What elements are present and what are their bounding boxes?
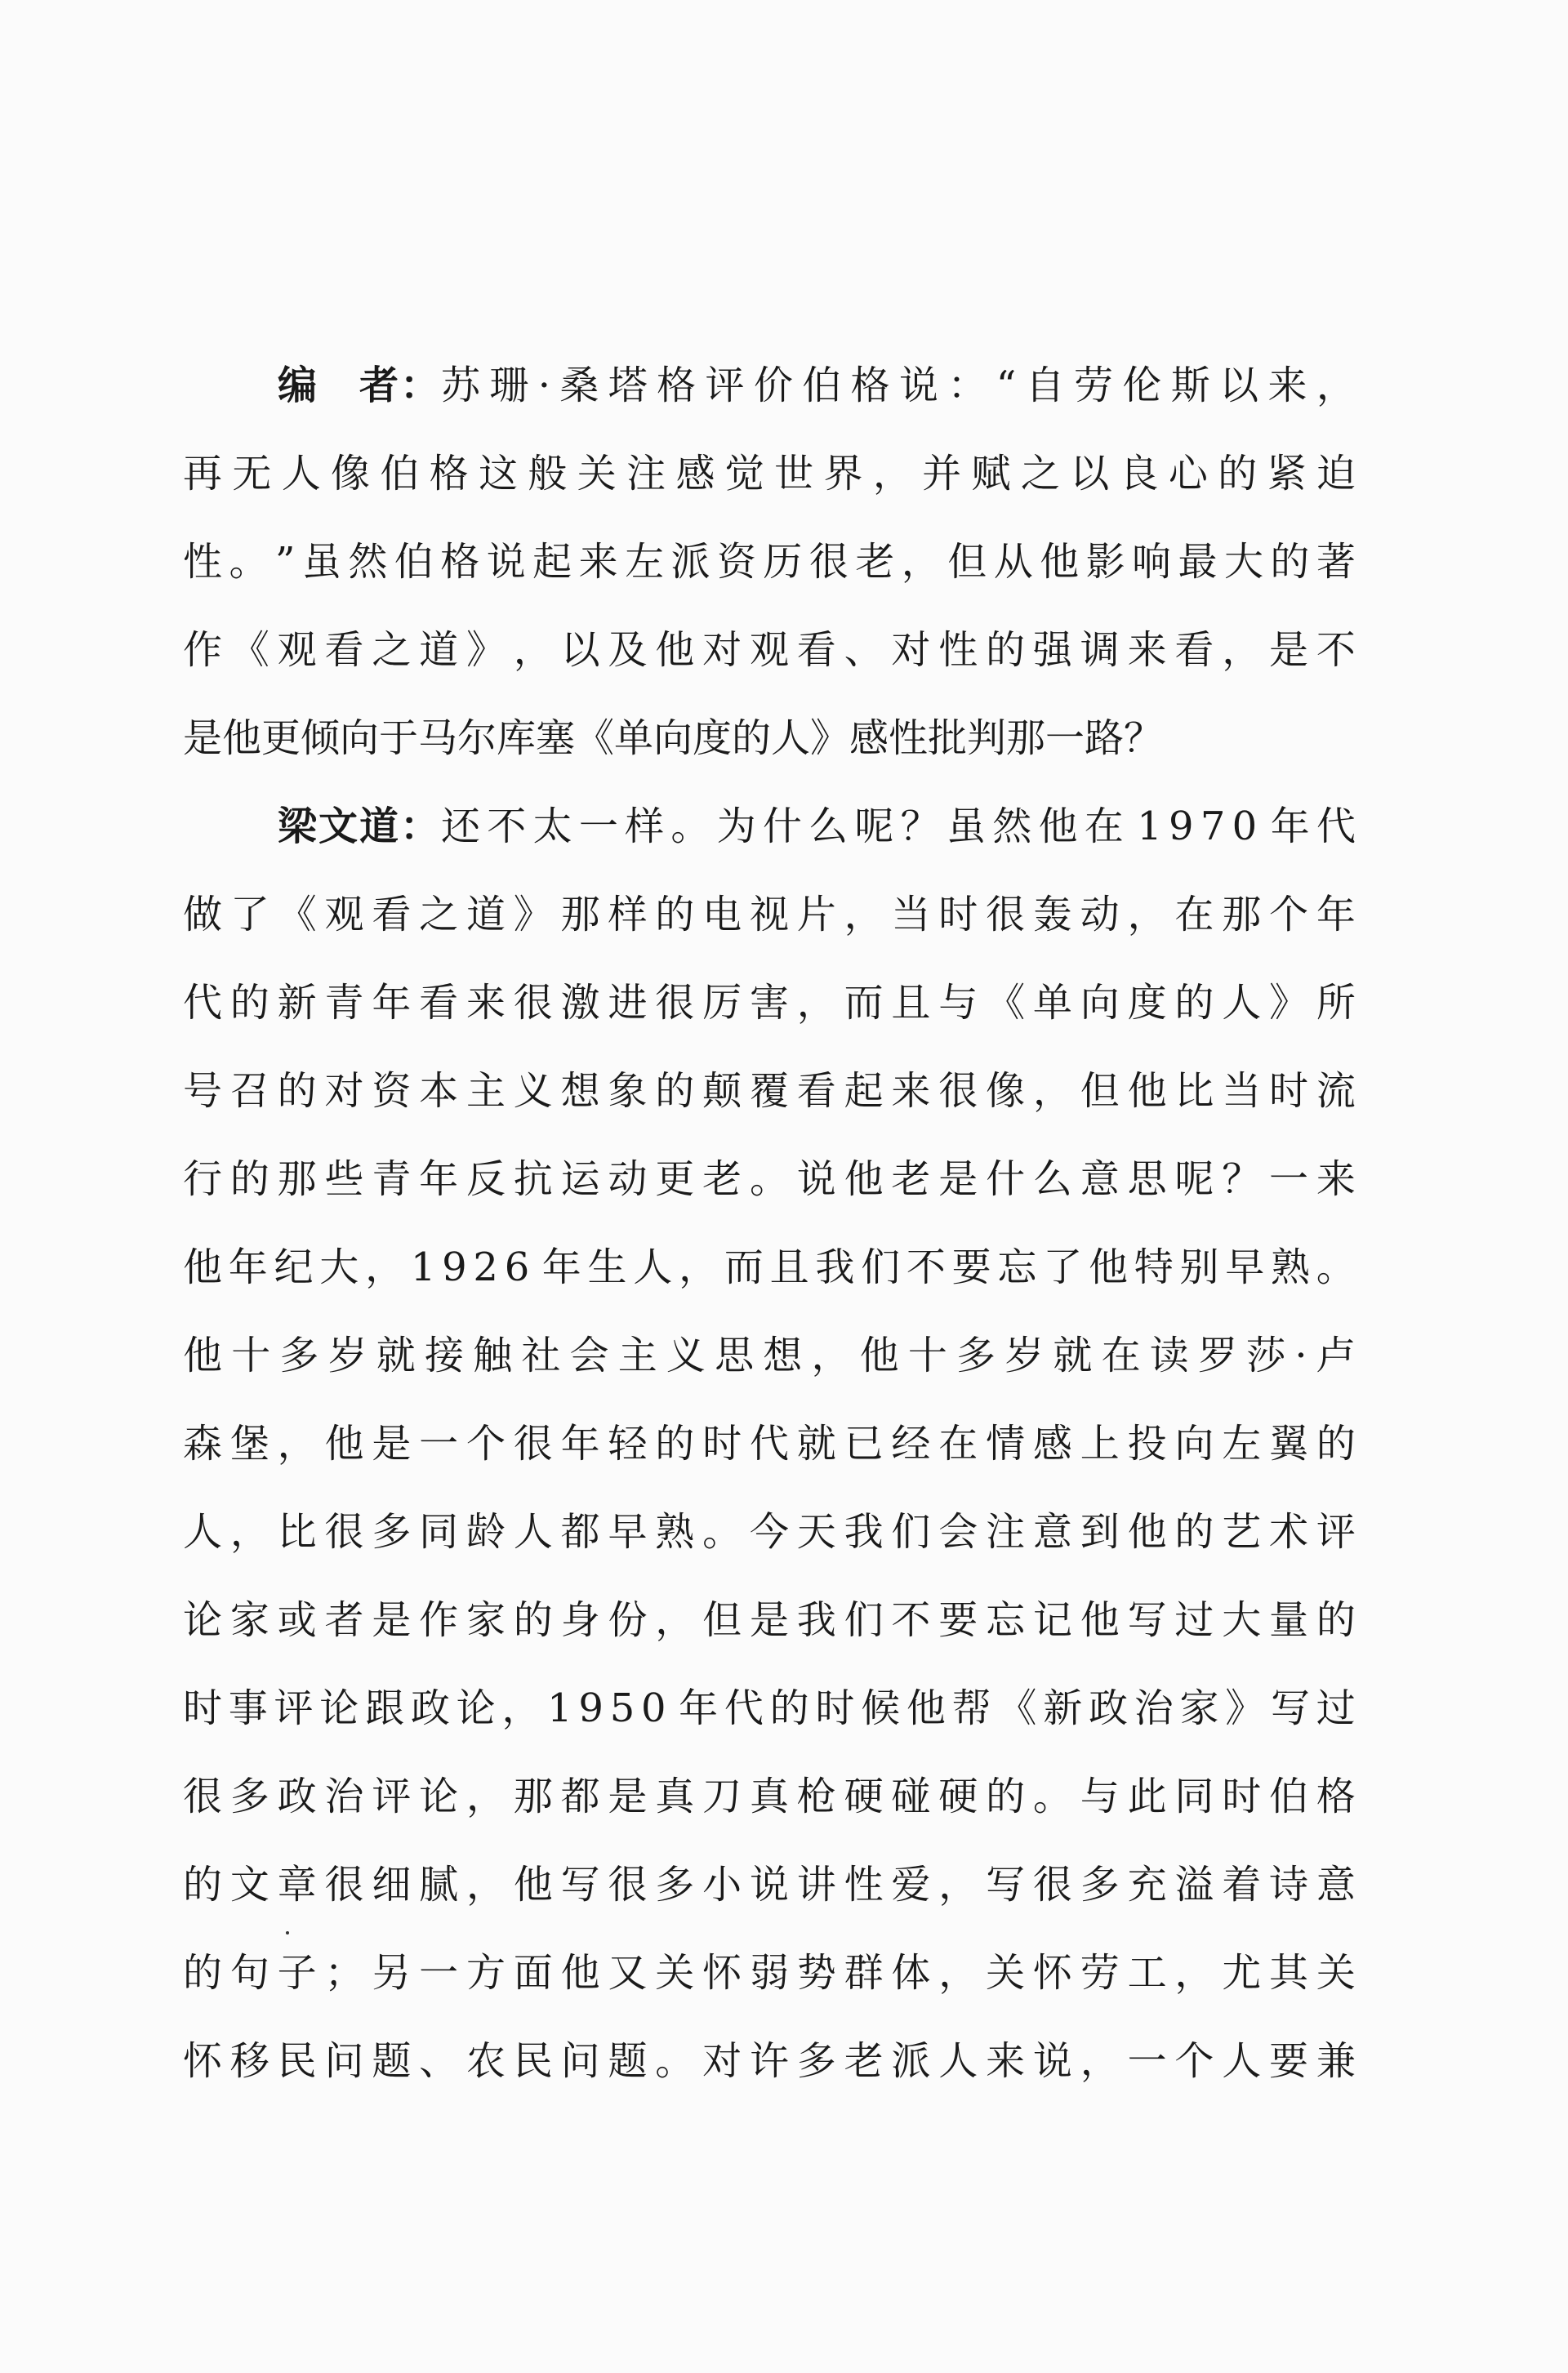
paragraph-2-line-6: 他 年 纪 大 ， 1 9 2 6 年 生 人 ， 而 且 我 们 不 要 忘 了 他 特 别 早 熟 。 (183, 1244, 1356, 1290)
line-text: 苏 珊 · 桑 塔 格 评 价 伯 格 说 ： “ 自 劳 伦 斯 以 来 ， (441, 363, 1356, 408)
paragraph-2-line-7: 他 十 多 岁 就 接 触 社 会 主 义 思 想 ， 他 十 多 岁 就 在 读 罗 莎 · 卢 (183, 1333, 1356, 1378)
paragraph-2-line-5: 行 的 那 些 青 年 反 抗 运 动 更 老 。 说 他 老 是 什 么 意 思 呢 ？ 一 来 (183, 1156, 1356, 1202)
paragraph-2-line-4: 号 召 的 对 资 本 主 义 想 象 的 颠 覆 看 起 来 很 像 ， 但 他 比 当 时 流 (183, 1068, 1356, 1114)
paragraph-2-line-11: 时 事 评 论 跟 政 论 ， 1 9 5 0 年 代 的 时 候 他 帮 《 新 政 治 家 》 写 过 (183, 1685, 1356, 1731)
paragraph-1-line-4: 作 《 观 看 之 道 》 ， 以 及 他 对 观 看 、 对 性 的 强 调 来 看 ， 是 不 (183, 627, 1356, 673)
paragraph-2-line-14: 的 句 子 ； 另 一 方 面 他 又 关 怀 弱 势 群 体 ， 关 怀 劳 工 ， 尤 其 关 (183, 1950, 1356, 1996)
speaker-label-liang-wendao: 梁文道： (278, 804, 442, 849)
speaker-label-editor: 编 者： (278, 363, 442, 408)
interview-text (183, 341, 1356, 2105)
line-text: 还 不 太 一 样 。 为 什 么 呢 ？ 虽 然 他 在 1 9 7 0 年 代 (441, 804, 1356, 849)
paragraph-1-line-2: 再 无 人 像 伯 格 这 般 关 注 感 觉 世 界 ， 并 赋 之 以 良 心 的 紧 迫 (183, 451, 1356, 496)
paragraph-2-line-12: 很 多 政 治 评 论 ， 那 都 是 真 刀 真 枪 硬 碰 硬 的 。 与 此 同 时 伯 格 (183, 1774, 1356, 1819)
paragraph-2-line-8: 森 堡 ， 他 是 一 个 很 年 轻 的 时 代 就 已 经 在 情 感 上 投 向 左 翼 的 (183, 1421, 1356, 1467)
paragraph-2-line-2: 做 了 《 观 看 之 道 》 那 样 的 电 视 片 ， 当 时 很 轰 动 ， 在 那 个 年 (183, 892, 1356, 937)
paragraph-2-line-13: 的 文 章 很 细 腻 ， 他 写 很 多 小 说 讲 性 爱 ， 写 很 多 充 溢 着 诗 意 (183, 1862, 1356, 1908)
paragraph-1-line-1 (183, 341, 1356, 430)
print-speck (286, 1931, 289, 1934)
paragraph-2-line-15: 怀 移 民 问 题 、 农 民 问 题 。 对 许 多 老 派 人 来 说 ， 一 个 人 要 兼 (183, 2038, 1356, 2084)
paragraph-2-line-3: 代 的 新 青 年 看 来 很 激 进 很 厉 害 ， 而 且 与 《 单 向 度 的 人 》 所 (183, 980, 1356, 1026)
paragraph-2-line-9: 人 ， 比 很 多 同 龄 人 都 早 熟 。 今 天 我 们 会 注 意 到 他 的 艺 术 评 (183, 1509, 1356, 1555)
paragraph-1-line-5: 是他更倾向于马尔库塞《单向度的人》感性批判那一路？ (183, 715, 1164, 761)
paragraph-1-line-3: 性 。 ” 虽 然 伯 格 说 起 来 左 派 资 历 很 老 ， 但 从 他 影 响 最 大 的 著 (183, 539, 1356, 585)
paragraph-2-line-10: 论 家 或 者 是 作 家 的 身 份 ， 但 是 我 们 不 要 忘 记 他 写 过 大 量 的 (183, 1597, 1356, 1643)
paragraph-2-line-1 (183, 782, 1356, 870)
